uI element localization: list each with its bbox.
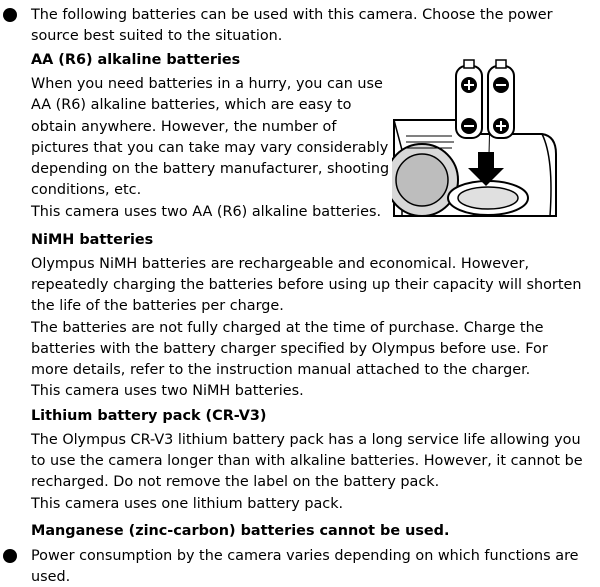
bullet-1-line-1: The following batteries can be used with this camera. Choose the power — [31, 7, 553, 23]
manganese-warning: Manganese (zinc-carbon) batteries cannot be used. — [31, 523, 450, 539]
nimh-line-6: more details, refer to the instruction manual attached to the charger. — [31, 362, 531, 378]
aa-line-6: conditions, etc. — [31, 182, 142, 198]
bullet-2-line-1: Power consumption by the camera varies depending on which functions are — [31, 548, 579, 564]
nimh-line-7: This camera uses two NiMH batteries. — [31, 383, 304, 399]
bullet-icon — [3, 549, 17, 563]
lithium-line-4: This camera uses one lithium battery pack. — [31, 496, 344, 512]
bullet-icon — [3, 8, 17, 22]
aa-heading: AA (R6) alkaline batteries — [31, 52, 241, 68]
nimh-heading: NiMH batteries — [31, 232, 154, 248]
nimh-line-2: repeatedly charging the batteries before using up their capacity will shorten — [31, 277, 582, 293]
lithium-line-3: recharged. Do not remove the label on the battery pack. — [31, 474, 440, 490]
nimh-line-4: The batteries are not fully charged at the time of purchase. Charge the — [31, 320, 544, 336]
lithium-line-2: to use the camera longer than with alkaline batteries. However, it cannot be — [31, 453, 583, 469]
nimh-line-5: batteries with the battery charger specified by Olympus before use. For — [31, 341, 548, 357]
aa-line-2: AA (R6) alkaline batteries, which are easy to — [31, 97, 352, 113]
aa-line-3: obtain anywhere. However, the number of — [31, 119, 337, 135]
aa-line-7: This camera uses two AA (R6) alkaline batteries. — [31, 204, 382, 220]
nimh-line-3: the life of the batteries per charge. — [31, 298, 284, 314]
aa-line-5: depending on the battery manufacturer, shooting — [31, 161, 390, 177]
lithium-heading: Lithium battery pack (CR-V3) — [31, 408, 267, 424]
aa-line-4: pictures that you can take may vary considerably — [31, 140, 389, 156]
battery-insertion-illustration-icon — [392, 58, 557, 220]
bullet-2-line-2: used. — [31, 569, 71, 585]
lithium-line-1: The Olympus CR-V3 lithium battery pack has a long service life allowing you — [31, 432, 581, 448]
bullet-1-line-2: source best suited to the situation. — [31, 28, 283, 44]
nimh-line-1: Olympus NiMH batteries are rechargeable and economical. However, — [31, 256, 530, 272]
aa-line-1: When you need batteries in a hurry, you can use — [31, 76, 383, 92]
